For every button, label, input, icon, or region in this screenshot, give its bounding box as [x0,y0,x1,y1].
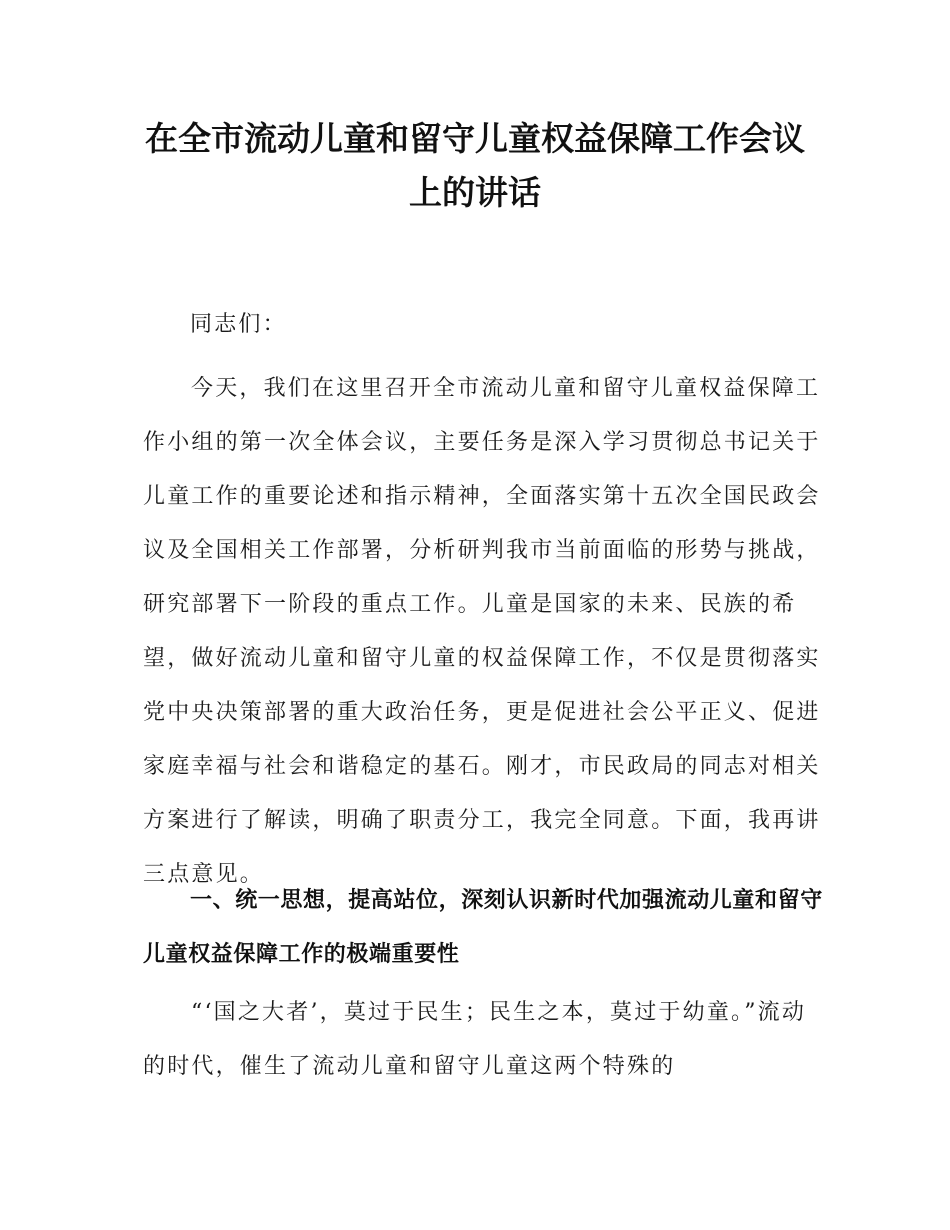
paragraph-section-1: “‘国之大者’，莫过于民生；民生之本，莫过于幼童。”流动的时代，催生了流动儿童和留守儿童这两个特殊的 [143,1000,807,1079]
document-title: 在全市流动儿童和留守儿童权益保障工作会议上的讲话 [145,119,805,212]
paragraph-intro: 今天，我们在这里召开全市流动儿童和留守儿童权益保障工作小组的第一次全体会议，主要任务是深入学习贯彻总书记关于儿童工作的重要论述和指示精神，全面落实第十五次全国民政会议及全国相关工作部署，分析研判我市当前面临的形势与挑战，研究部署下一阶段的重点工作。儿童是国家的未来、民族的希望，做好流动儿童和留守儿童的权益保障工作，不仅是贯彻落实党中央决策部署的重大政治任务，更是促进社会公平正义、促进家庭幸福与社会和谐稳定的基石。刚才，市民政局的同志对相关方案进行了解读，明确了职责分工，我完全同意。下面，我再讲三点意见。 [143,376,821,887]
salutation: 同志们： [190,312,287,337]
section-heading-1: 一、统一思想，提高站位，深刻认识新时代加强流动儿童和留守儿童权益保障工作的极端重要性 [143,888,823,967]
